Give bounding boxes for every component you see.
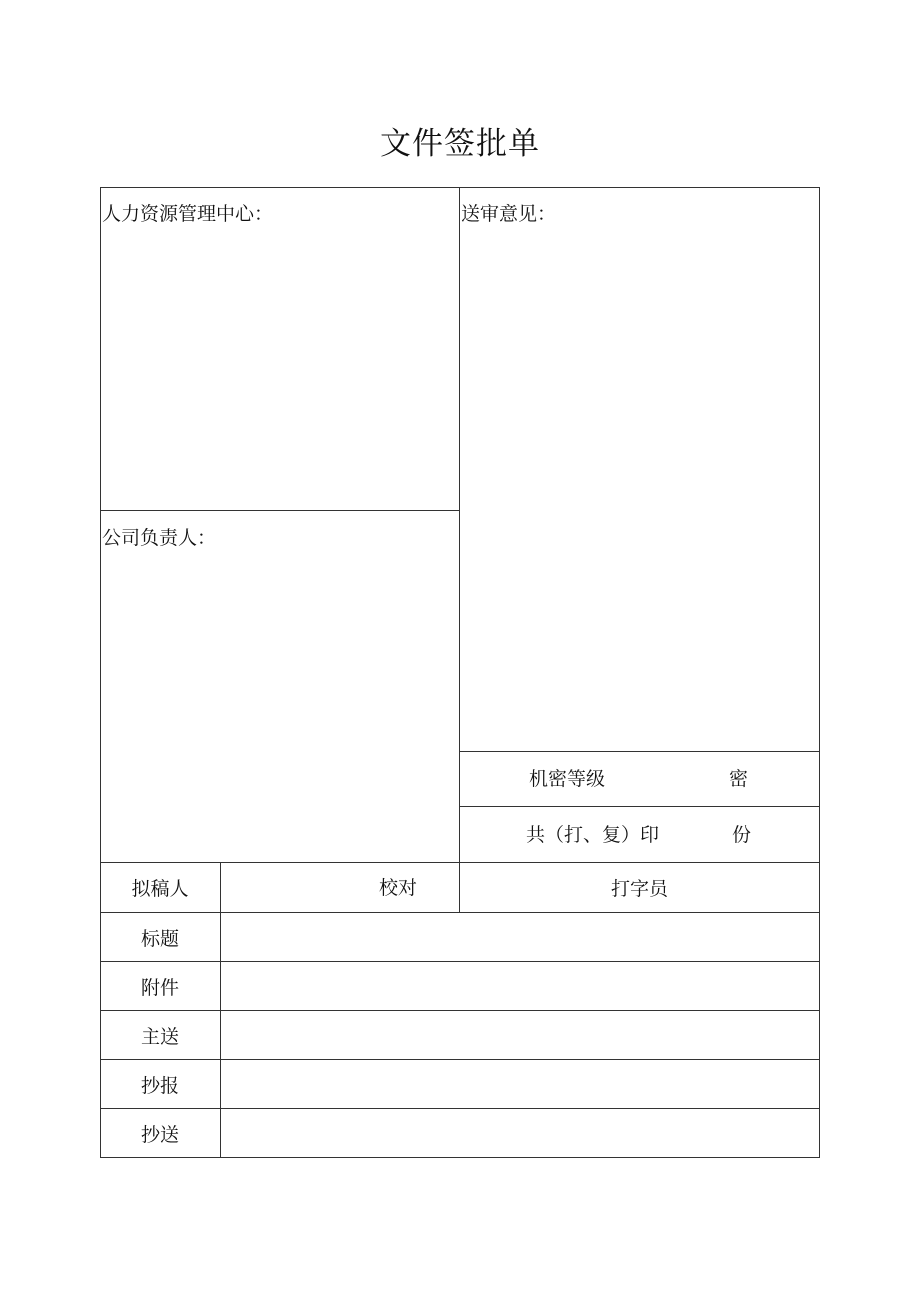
proofreader-label: 校对 xyxy=(379,877,418,899)
border-bottom xyxy=(100,1157,820,1158)
attachment-field[interactable] xyxy=(221,962,819,1010)
copies-unit-label: 份 xyxy=(732,824,752,846)
divider-secrecy-copies xyxy=(459,806,820,807)
main-recipient-label: 主送 xyxy=(140,1025,179,1048)
subject-field[interactable] xyxy=(221,913,819,961)
secrecy-unit-label: 密 xyxy=(729,768,749,790)
divider-hr-company xyxy=(100,510,460,511)
company-head-label: 公司负责人： xyxy=(102,527,217,549)
typist-label: 打字员 xyxy=(610,878,668,900)
document-title: 文件签批单 xyxy=(380,126,540,162)
main-recipient-field[interactable] xyxy=(221,1011,819,1059)
divider-review-secrecy xyxy=(459,751,820,752)
attachment-label: 附件 xyxy=(140,976,179,999)
report-copy-field[interactable] xyxy=(221,1060,819,1108)
border-right xyxy=(819,187,820,1158)
company-head-opinion-area[interactable] xyxy=(101,555,459,862)
review-opinion-label: 送审意见： xyxy=(461,203,557,225)
cc-field[interactable] xyxy=(221,1109,819,1157)
secrecy-level-label: 机密等级 xyxy=(529,768,606,790)
cc-label: 抄送 xyxy=(140,1123,179,1146)
hr-center-opinion-area[interactable] xyxy=(101,231,459,510)
review-opinion-area[interactable] xyxy=(460,231,819,751)
approval-form-table xyxy=(100,187,820,1158)
drafter-label: 拟稿人 xyxy=(131,878,189,900)
subject-label: 标题 xyxy=(140,927,179,950)
copies-label: 共（打、复）印 xyxy=(526,824,660,846)
report-copy-label: 抄报 xyxy=(140,1074,179,1097)
border-top xyxy=(100,187,820,188)
hr-center-label: 人力资源管理中心： xyxy=(102,203,274,225)
